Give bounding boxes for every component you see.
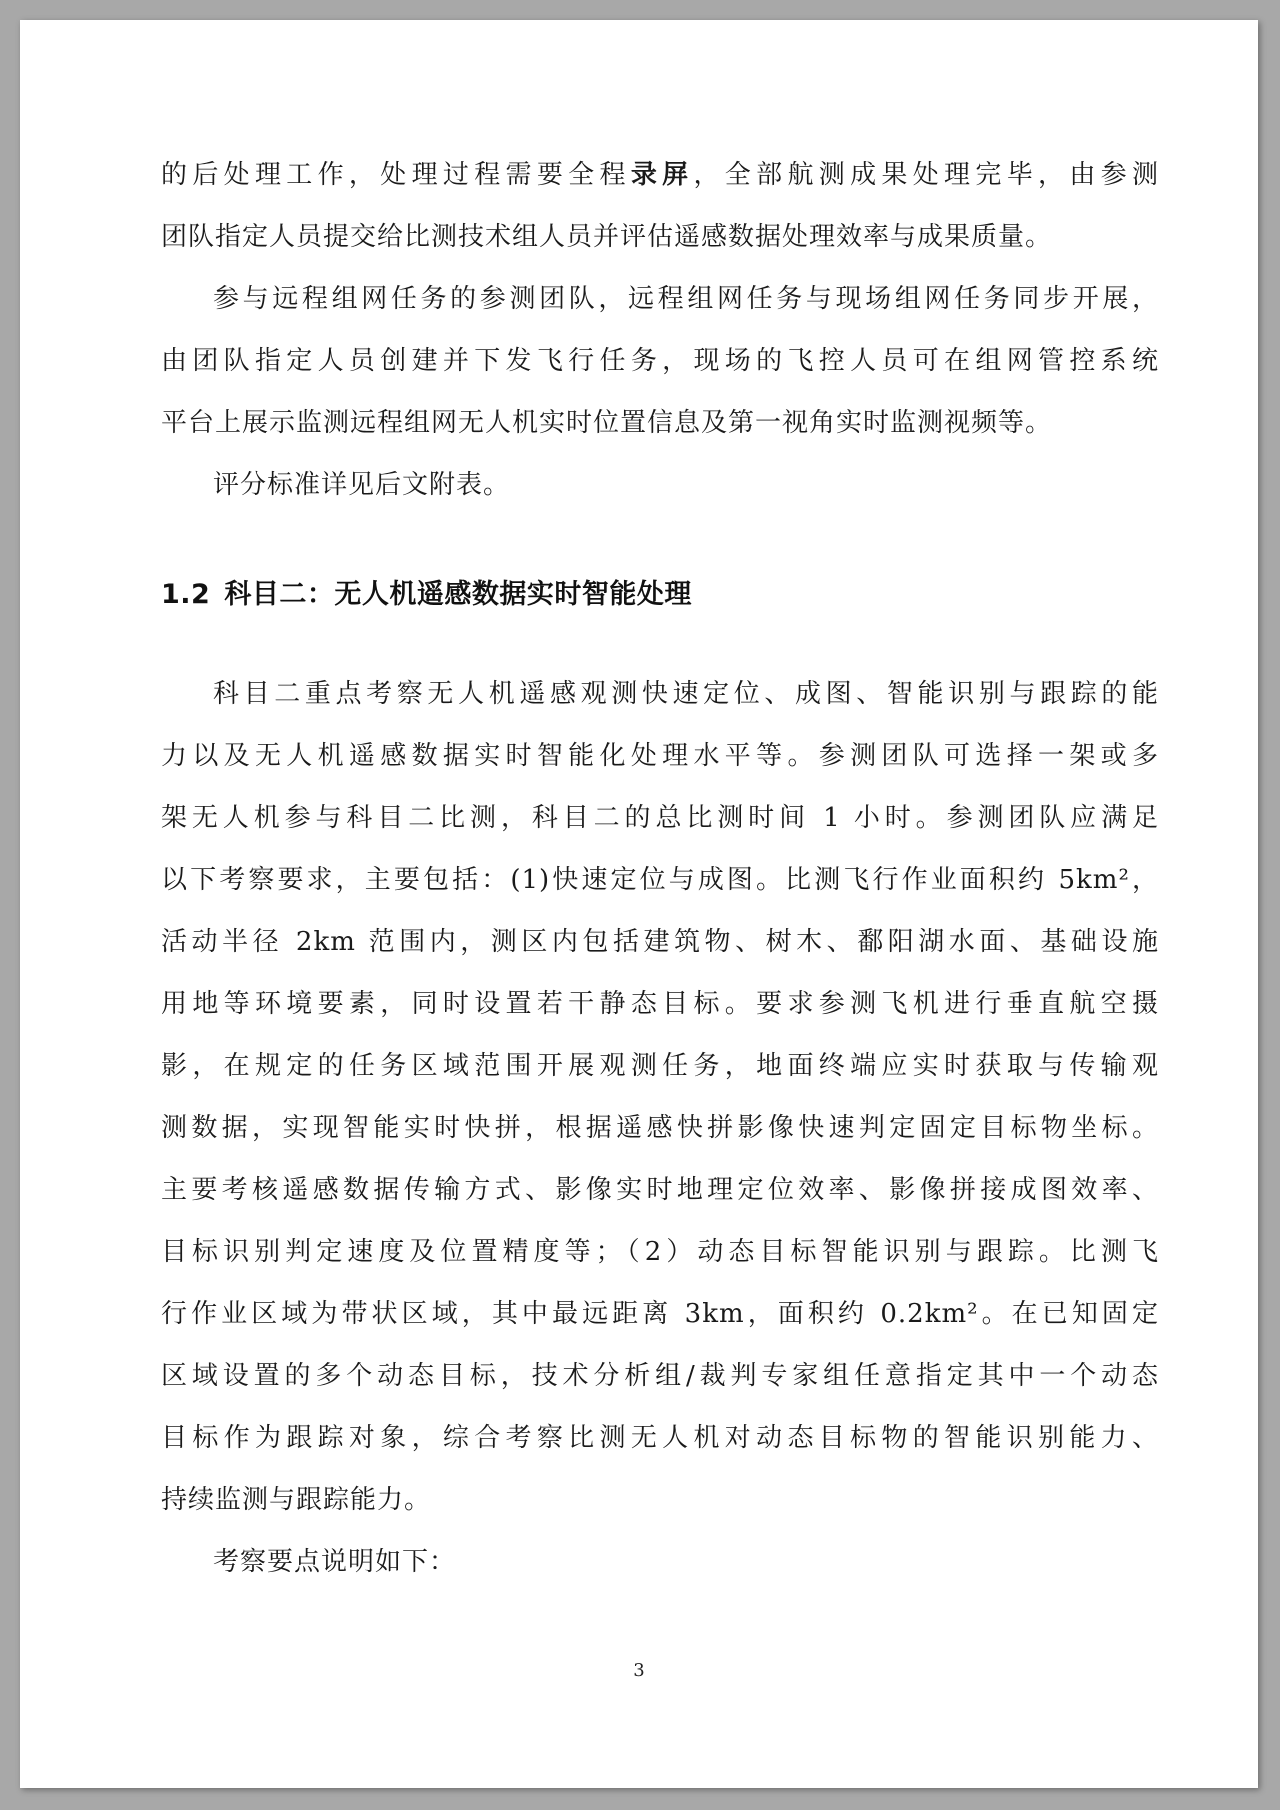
paragraph-4-line-14: 持续监测与跟踪能力。 [161,1485,432,1515]
paragraph-5-line: 考察要点说明如下： [213,1547,457,1577]
emphasis-text: 录屏 [630,160,694,190]
paragraph-4-line-12: 区域设置的多个动态目标，技术分析组/裁判专家组任意指定其中一个动态 [161,1361,1159,1391]
text-span: ，全部航测成果处理完毕，由参测 [693,160,1159,190]
paragraph-4-line-9: 主要考核遥感数据传输方式、影像实时地理定位效率、影像拼接成图效率、 [161,1175,1159,1205]
paragraph-2-line-1: 参与远程组网任务的参测团队，远程组网任务与现场组网任务同步开展， [213,284,1159,314]
paragraph-4-line-1: 科目二重点考察无人机遥感观测快速定位、成图、智能识别与跟踪的能 [213,679,1159,709]
paragraph-4-line-6: 用地等环境要素，同时设置若干静态目标。要求参测飞机进行垂直航空摄 [161,989,1159,1019]
section-title: 科目二：无人机遥感数据实时智能处理 [224,579,692,610]
paragraph-4-line-11: 行作业区域为带状区域，其中最远距离 3km，面积约 0.2km²。在已知固定 [161,1299,1159,1329]
section-heading [161,578,692,612]
section-number: 1.2 [161,579,211,610]
paragraph-1-line-1 [161,159,1159,191]
paragraph-4-line-5: 活动半径 2km 范围内，测区内包括建筑物、树木、鄱阳湖水面、基础设施 [161,927,1159,957]
paragraph-4-line-10: 目标识别判定速度及位置精度等；（2）动态目标智能识别与跟踪。比测飞 [161,1237,1159,1267]
paragraph-1-line-2: 团队指定人员提交给比测技术组人员并评估遥感数据处理效率与成果质量。 [161,222,1053,252]
paragraph-4-line-8: 测数据，实现智能实时快拼，根据遥感快拼影像快速判定固定目标物坐标。 [161,1113,1159,1143]
document-page [20,20,1258,1788]
text-span: 的后处理工作，处理过程需要全程 [161,160,631,190]
paragraph-2-line-2: 由团队指定人员创建并下发飞行任务，现场的飞控人员可在组网管控系统 [161,346,1159,376]
paragraph-4-line-3: 架无人机参与科目二比测，科目二的总比测时间 1 小时。参测团队应满足 [161,803,1159,833]
paragraph-4-line-13: 目标作为跟踪对象，综合考察比测无人机对动态目标物的智能识别能力、 [161,1423,1159,1453]
paragraph-3-line: 评分标准详见后文附表。 [213,470,511,500]
paragraph-4-line-4: 以下考察要求，主要包括：(1)快速定位与成图。比测飞行作业面积约 5km²， [161,865,1159,895]
paragraph-4-line-2: 力以及无人机遥感数据实时智能化处理水平等。参测团队可选择一架或多 [161,741,1159,771]
paragraph-2-line-3: 平台上展示监测远程组网无人机实时位置信息及第一视角实时监测视频等。 [161,408,1053,438]
paragraph-4-line-7: 影，在规定的任务区域范围开展观测任务，地面终端应实时获取与传输观 [161,1051,1159,1081]
page-number: 3 [633,1660,645,1681]
